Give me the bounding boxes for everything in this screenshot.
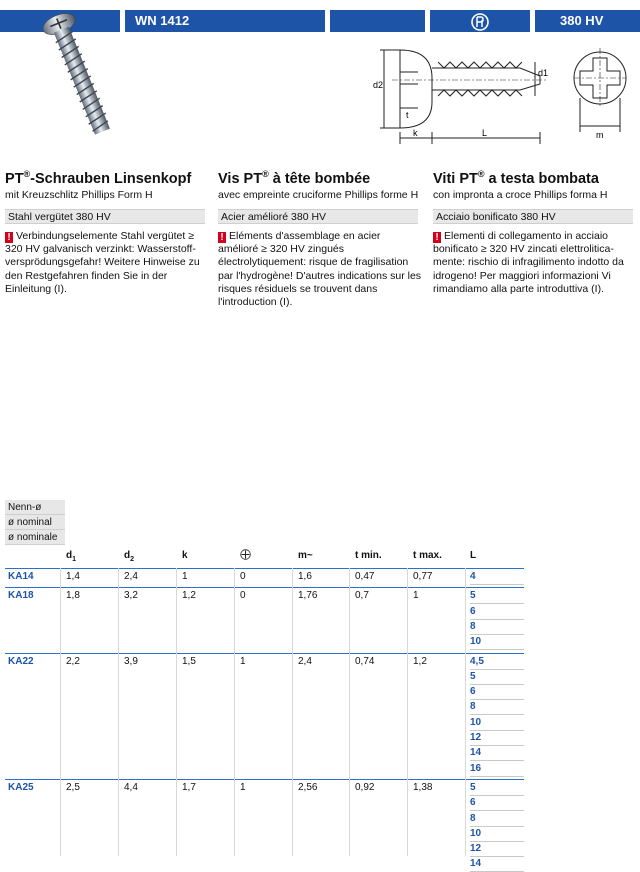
cell-d2: 3,2 xyxy=(124,590,138,602)
header-tmin: t min. xyxy=(355,550,382,561)
header-k: k xyxy=(182,550,188,561)
cell-m: 1,6 xyxy=(298,571,312,582)
cell-d1: 1,4 xyxy=(66,571,80,582)
cell-length: 10 xyxy=(470,635,524,650)
subtitle-german: mit Kreuzschlitz Phillips Form H xyxy=(5,188,153,201)
cell-d1: 2,5 xyxy=(66,781,80,793)
cell-tmin: 0,74 xyxy=(355,655,375,667)
column-italian xyxy=(433,165,638,296)
warning-icon: ! xyxy=(5,232,13,243)
dim-d1: d1 xyxy=(538,68,549,78)
nominal-key xyxy=(5,500,65,545)
title-french: Vis PT® à tête bombée xyxy=(218,169,371,187)
column-divider xyxy=(407,568,408,856)
cell-k: 1,2 xyxy=(182,590,196,602)
cell-length: 10 xyxy=(470,716,524,731)
header-bar-logo xyxy=(430,10,530,32)
cell-d2: 2,4 xyxy=(124,571,138,582)
dim-t: t xyxy=(406,110,409,120)
cell-length: 16 xyxy=(470,762,524,777)
cell-tmax: 0,77 xyxy=(413,571,433,582)
column-divider xyxy=(292,568,293,856)
cell-m: 1,76 xyxy=(298,590,318,602)
key-italian: ø nominale xyxy=(5,530,65,545)
cell-m: 2,56 xyxy=(298,781,318,793)
cell-length: 6 xyxy=(470,796,524,811)
phillips-drive-icon xyxy=(240,549,251,560)
cell-length: 10 xyxy=(470,827,524,842)
row-label: KA14 xyxy=(8,571,34,582)
cell-length: 6 xyxy=(470,605,524,620)
cell-drive: 1 xyxy=(240,781,246,793)
column-german xyxy=(5,165,210,296)
screw-photo xyxy=(35,6,125,146)
header-drive xyxy=(240,549,251,563)
cell-tmin: 0,92 xyxy=(355,781,375,793)
cell-tmax: 1 xyxy=(413,590,419,602)
row-label: KA25 xyxy=(8,781,34,793)
header-bar-mid xyxy=(330,10,425,32)
key-german: Nenn-ø xyxy=(5,500,65,515)
dim-d2: d2 xyxy=(373,80,384,90)
column-divider xyxy=(118,568,119,856)
norm-code: WN 1412 xyxy=(135,13,190,28)
note-german: ! Verbindungselemente Stahl vergütet ≥ 320 HV galvanisch verzinkt: Wasserstoff-versprödungsgefahr! Weitere Hinweise zu den Restgefahren finden Sie in der Einleitung (I). xyxy=(5,229,200,296)
cell-length: 8 xyxy=(470,812,524,827)
cell-length: 14 xyxy=(470,746,524,761)
cell-length: 8 xyxy=(470,620,524,635)
column-divider xyxy=(60,568,61,856)
hardness-value: 380 HV xyxy=(560,13,604,28)
dim-k: k xyxy=(413,128,418,138)
header-m: m~ xyxy=(298,550,313,561)
title-italian: Viti PT® a testa bombata xyxy=(433,169,599,187)
cell-length: 12 xyxy=(470,842,524,857)
cell-tmax: 1,38 xyxy=(413,781,433,793)
note-french: ! Eléments d'assemblage en acier amélioré ≥ 320 HV zingués électrolytiquement: risque de fragilisation par l'hydrogène! D'autres indications sur les risques résiduels se trouvent dans l'introduction (I). xyxy=(218,229,422,309)
technical-drawing xyxy=(370,38,632,148)
cell-length: 5 xyxy=(470,589,524,604)
row-label: KA18 xyxy=(8,590,34,602)
pt-logo-icon xyxy=(470,12,490,32)
row-separator xyxy=(5,653,524,654)
cell-length: 5 xyxy=(470,670,524,685)
cell-length: 6 xyxy=(470,685,524,700)
header-d2: $d_2$ xyxy=(124,550,135,563)
key-french: ø nominal xyxy=(5,515,65,530)
subtitle-italian: con impronta a croce Phillips forma H xyxy=(433,188,608,201)
cell-k: 1 xyxy=(182,571,188,582)
column-french xyxy=(218,165,423,310)
material-german: Stahl vergütet 380 HV xyxy=(5,209,205,224)
row-separator xyxy=(5,587,524,588)
column-divider xyxy=(349,568,350,856)
title-german: PT®-Schrauben Linsenkopf xyxy=(5,169,192,187)
cell-drive: 0 xyxy=(240,571,246,582)
cell-tmin: 0,7 xyxy=(355,590,369,602)
cell-k: 1,7 xyxy=(182,781,196,793)
header-tmax: t max. xyxy=(413,550,442,561)
header-d1: $d_1$ xyxy=(66,550,77,563)
dim-m: m xyxy=(596,130,604,140)
cell-m: 2,4 xyxy=(298,655,312,667)
note-italian: ! Elementi di collegamento in acciaio bonificato ≥ 320 HV zincati elettrolitica-mente: rischio di infragilimento indotto da idrogeno! Per maggiori informazioni Vi rimandiamo alla parte introduttiva (I). xyxy=(433,229,624,296)
material-italian: Acciaio bonificato 380 HV xyxy=(433,209,633,224)
cell-d1: 1,8 xyxy=(66,590,80,602)
cell-length: 14 xyxy=(470,857,524,872)
cell-tmax: 1,2 xyxy=(413,655,427,667)
cell-length: 4,5 xyxy=(470,655,524,670)
material-french: Acier amélioré 380 HV xyxy=(218,209,418,224)
cell-d1: 2,2 xyxy=(66,655,80,667)
subtitle-french: avec empreinte cruciforme Phillips forme H xyxy=(218,188,419,201)
cell-length: 8 xyxy=(470,700,524,715)
cell-d2: 3,9 xyxy=(124,655,138,667)
cell-drive: 1 xyxy=(240,655,246,667)
column-divider xyxy=(465,568,466,856)
header-L: L xyxy=(470,550,477,561)
row-separator xyxy=(5,568,524,569)
header-bar-hardness xyxy=(535,10,640,32)
cell-d2: 4,4 xyxy=(124,781,138,793)
cell-tmin: 0,47 xyxy=(355,571,375,582)
column-divider xyxy=(176,568,177,856)
cell-drive: 0 xyxy=(240,590,246,602)
cell-length: 4 xyxy=(470,570,524,585)
cell-length: 5 xyxy=(470,781,524,796)
column-divider xyxy=(234,568,235,856)
header-bar-code xyxy=(125,10,325,32)
dim-L: L xyxy=(482,128,488,138)
row-label: KA22 xyxy=(8,655,34,667)
row-separator xyxy=(5,779,524,780)
cell-k: 1,5 xyxy=(182,655,196,667)
warning-icon: ! xyxy=(218,232,226,243)
cell-length: 12 xyxy=(470,731,524,746)
warning-icon: ! xyxy=(433,232,441,243)
